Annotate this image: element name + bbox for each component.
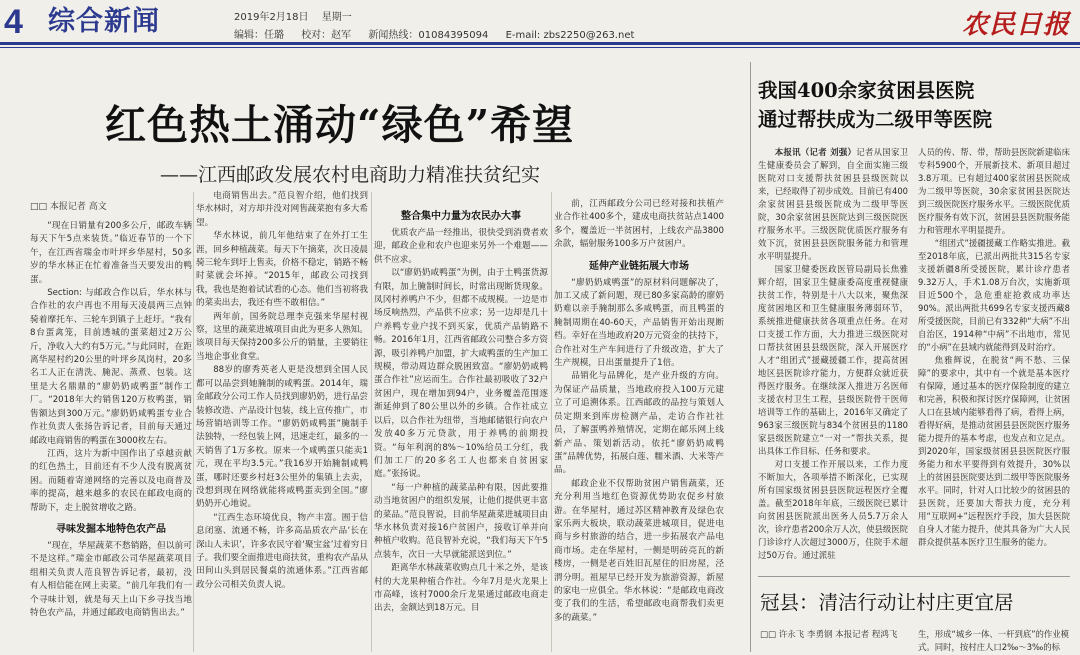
proofreader-credit: 校对：赵军 [301, 30, 352, 41]
page-divider [750, 62, 751, 652]
right-byline: 本报讯（记者 刘强） [774, 147, 857, 157]
paragraph: 两年前，国务院总理李克强来华屋村视察，这里的蔬菜进城项目由此为更多人熟知。该项目每天保持200多公斤的销量，主要销往当地企事业食堂。 [196, 311, 368, 362]
paragraph: “组团式”援疆援藏工作略实推进。截至2018年底，已派出两批共315名专家支援新疆8所受援医院，累计诊疗患者9.32万人，手术1.08万台次，实施新项目近500个，急危重症抢救成功率达90%。派出两批共699名专家支援西藏8所受援医院，目前已有332种“大病”不出自治区，1914种“中病”不出地市，常见的“小病”在县域内就能得到及时治疗。 [918, 238, 1070, 352]
newspaper-logo: 农民日报 [961, 10, 1070, 40]
main-subheadline: ——江西邮政发展农村电商助力精准扶贫纪实 [160, 164, 541, 186]
right-headline-line-2: 通过帮扶成为二级甲等医院 [758, 108, 993, 131]
right-article-column-1 [758, 146, 908, 636]
paragraph-text: 记者从国家卫生健康委员会了解到，自全面实施三级医院对口支援帮扶贫困县县级医院以来，已经取得了初步成效。目前已有400余家贫困县县级医院成为二级甲等医院，30余家贫困县医院达到三级医院医疗服务水平。三级医院优质医疗服务有效下沉，贫困县县医院服务能力和管理水平明显提升。 [758, 147, 908, 261]
paragraph: 距离华水林蔬菜收购点几十米之外，是该村的大龙果种植合作社。今年7月是火龙果上市高峰，该村7000余斤龙果通过邮政电商走出去，金额达到18万元。目 [374, 563, 548, 614]
page-number: 4 [4, 3, 23, 41]
section-title: 综合新闻 [48, 6, 160, 37]
paragraph: 前，江西邮政分公司已经对接和扶植产业合作社400多个，建成电商扶贫站点1400多个，覆盖近一半贫困村，上线农产品3800余款，辐射服务100多万户贫困户。 [554, 199, 724, 250]
second-byline: □□ 许永飞 李勇钢 本报记者 程鸿飞 [760, 630, 898, 640]
masthead [0, 0, 1080, 44]
paragraph: 国家卫健委医政医管局副局长焦雅辉介绍，国家卫生健康委高度重视健康扶贫工作，特别是十八大以来，聚焦深度贫困地区和卫生健康服务薄弱环节，系统推进健康扶贫各项重点任务。在对口支援工作方面，大力推进三级医院对口帮扶贫困县县级医院，深入开展医疗人才“组团式”援藏援疆工作，提高贫困地区县医院诊疗能力，方便群众就近获得医疗服务。在继续深入推进万名医师支援农村卫生工程，县级医院骨干医师培训等工作的基础上，2016年又确定了963家三级医院与834个贫困县的1180家县级医院建立“一对一”帮扶关系，提出具体工作目标、任务和要求。 [758, 264, 908, 456]
second-article-text: 生，形成“城乡一体、一杆到底”的作业模式。同时，按村庄人口2‰～3‰的标 [918, 629, 1070, 652]
paragraph: Section: 与邮政合作以后，华水林与合作社的农户再也不用每天凌晨两三点钟骑着摩托车、三轮车到镇子上赶圩。“我有8台蛋禽笼，目前透城的蛋菜超过2万公斤，净收入大约有5万元。”与此同时，在距离华屋村约20公里的叶坪乡凤岗村，20多名工人正在清洗、腌泥、蒸煮、包装。这里是大名鼎鼎的“廖奶奶咸鸭蛋”制作工厂。“2018年大约销售120万枚鸭蛋，销售额达到300万元。”廖奶奶咸鸭蛋专业合作社负责人张扬告诉记者，目前每天通过邮政电商销售的鸭蛋在3000枚左右。 [30, 288, 192, 446]
paragraph: “江西生态环境优良，物产丰富。囿于信息闭塞、流通不畅，许多高品质农产品‘长在深山人未识’，许多农民守着‘聚宝盆’过着穷日子。我们要全面推进电商扶贫，重构农产品从田间山头到居民餐桌的流通体系。”江西省邮政分公司相关负责人说。 [196, 512, 368, 590]
paragraph: 人员的传、帮、带，帮助县医院新建临床专科5900个，开展新技术、新项目超过3.8万项。已有超过400家贫困县医院成为二级甲等医院，30余家贫困县医院达到三级医院医疗服务水平。三级医院优质医疗服务有效下沉，贫困县县医院服务能力和管理水平明显提升。 [918, 147, 1070, 235]
masthead-rule [0, 42, 1080, 45]
section-heading: 延伸产业链拓展大市场 [589, 260, 689, 272]
main-byline: □□ 本报记者 高文 [30, 202, 107, 212]
paragraph: 对口支援工作开展以来，工作力度不断加大，各项举措不断深化，已实现所有国家级贫困县县医院远程医疗全覆盖。截至2018年年底，三级医院已累计向贫困县医院派出医务人员5.7万余人次，诊疗患者200余万人次，使县级医院门诊诊疗人次超过3000万，住院手术超过50万台。通过派驻 [758, 459, 908, 560]
article-column-1 [30, 220, 192, 655]
paragraph: “现在，华屋蔬菜不愁销路，但以前可不是这样。”瑞金市邮政公司华屋蔬菜项目组相关负责人范良智告诉记者，最初，没有人相信能在网上卖菜。“前几年我们有一个寻味计划，就是每天上山下乡寻找当地特色农产品，并通过邮政电商销售出去。” [30, 540, 192, 618]
paragraph: 88岁的廖秀英老人更是没想到全国人民都可以品尝到她腌制的咸鸭蛋。2014年，瑞金邮政分公司工作人员找到廖奶奶，进行品尝装修改造、产品设计包装，线上宣传推广，市场营销培训等工作。“廖奶奶咸鸭蛋”腌制手法独特，一经包装上网，迅速走红，最多的一天销售了1万多枚。原来一个咸鸭蛋只能卖1元，现在平均3.5元。”我16岁开始腌制咸鸭蛋，哪时还要乡村赶3公里外的集镇上去卖，没想到现在网络就能将咸鸭蛋卖到全国。”廖奶奶开心地说。 [196, 365, 368, 510]
paragraph: “每一户种植的蔬菜品种有限，因此要推动当地贫困户的组织发展，让他们提供更丰富的菜品。”范良智说，目前华屋蔬菜进城项目由华水林负责对接16户贫困户，接收订单并向种植户收购。范良智补充说，“我们每天下午5点装车，次日一大早就能派送到位。” [374, 482, 548, 560]
paragraph: 邮政企业不仅帮助贫困户销售蔬菜，还充分利用当地红色资源优势助农促乡村旅游。在华屋村，通过苏区精神教育及绿色农家乐两大板块，联动蔬菜进城项目，促进电商与乡村旅游的结合，进一步拓展农产品电商市场。走在华屋村，一侧是明砖亮瓦的新楼房，一侧是老百姓旧瓦屋住的旧房屋，泾渭分明。祖屋早已经开发为旅游资源，新屋的家电一应俱全。华水林说：“是邮政电商改变了我们的生活，希望邮政电商帮我们卖更多的蔬菜。” [554, 478, 724, 623]
paragraph: “现在日销量有200多公斤，邮政车辆每天下午5点来装货。”临近春节的一个下午，在江西省瑞金市叶坪乡华屋村，50多岁的华水林正在忙着准备当天要发出的鸭蛋。 [30, 221, 192, 285]
editor-credit: 编辑：任璐 [234, 30, 284, 41]
right-headline-line-1: 我国400余家贫困县医院 [758, 79, 975, 102]
paragraph: 品销化与品牌化，是产业升级的方向。为保证产品质量，当地政府投入100万元建立了可追溯体系。江西邮政的品控与策划人员定期来到库房检测产品，走访合作社社员，了解蛋鸭养殖情况，定期在邮乐网上线新产品、策划新活动，依托“廖奶奶咸鸭蛋”品牌优势，拓展白莲、糯米酒、大米等产品。 [554, 371, 724, 476]
column-divider [371, 192, 372, 652]
paragraph: 电商销售出去。”范良智介绍，他们找到华水林时，对方却并没对网售蔬菜抱有多大希望。 [196, 191, 368, 228]
article-column-2 [196, 190, 368, 655]
main-article [30, 62, 742, 655]
second-headline: 冠县：清洁行动让村庄更宜居 [760, 591, 1014, 614]
column-divider [193, 192, 194, 652]
masthead-rule-thin [0, 47, 1080, 48]
section-heading: 寻味发掘本地特色农产品 [56, 523, 166, 535]
column-divider [551, 192, 552, 652]
section-heading: 整合集中力量为农民办大事 [401, 211, 521, 222]
article-column-3 [374, 202, 548, 655]
paragraph: 优质农产品一经推出，很快受到消费者欢迎，邮政企业和农户也迎来另外一个难题——供不应求。 [374, 228, 548, 265]
paragraph: 江西，这片为新中国作出了卓越贡献的红色热土，目前还有不少人没有脱离贫困。而随着寄递网络的完善以及电商普及率的提高，越来越多的农民在邮政电商的帮助下，走上脱贫增收之路。 [30, 448, 192, 513]
right-article [758, 62, 1070, 655]
news-hotline: 新闻热线：01084395094 [368, 30, 489, 41]
right-headline [758, 76, 992, 134]
paragraph: 华水林说，前几年他结束了在外打工生涯，回乡种植蔬菜。每天下午摘菜，次日凌晨骑三轮车到圩上售卖，价格不稳定，销路不畅时菜就会坏掉。“2015年，邮政公司找到我，我也是抱着试试看的心态。他们当初将我的菜卖出去，我还有些不敢相信。” [196, 231, 368, 309]
paragraph [758, 146, 908, 263]
paragraph: 以“廖奶奶咸鸭蛋”为例，由于土鸭蛋货源有限，加上腌制时间长，时常出现断货现象。凤冈村养鸭户不少，但都不成规模。一边是市场反响热烈，产品供不应求；另一边却是几十户养鸭专业户找不到买家，优质产品销路不畅。2016年1月，江西省邮政公司整合多方资源，吸引养鸭户加盟，扩大咸鸭蛋的生产加工规模，带动周边群众脱困致富。“廖奶奶咸鸭蛋合作社”应运而生。合作社最初吸收了32户贫困户，现在增加到94户，业务覆盖范围逐渐延伸到了80公里以外的乡镇。合作社成立以后，以合作社为纽带，当地邮储银行向农户发放40多万元贷款，用于养鸭的前期投资。“每年利润的8%～10%给员工分红，我们加工厂的20多名工人也都来自贫困家庭。”张扬说。 [374, 268, 548, 480]
article-separator [758, 576, 1070, 577]
main-headline: 红色热土涌动“绿色”希望 [105, 101, 575, 149]
email-address: E-mail: zbs2250@263.net [505, 30, 635, 41]
editorial-info-row [234, 26, 648, 41]
right-article-column-2 [918, 146, 1070, 636]
issue-date: 2019年2月18日 [234, 12, 309, 23]
issue-date-row [234, 8, 362, 23]
paragraph: 焦雅辉说，在脱贫“两不愁、三保障”的要求中，其中有一个就是基本医疗有保障，通过基本的医疗保险制度的建立和完善，积极和探讨医疗保障网，让贫困人口在县域内能够看得了病，看得上病，看得好病，是推动贫困县县医院医疗服务能力提升的基本考虑，也发点和立足点。到2020年，国家级贫困县县医院医疗服务能力和水平要得到有效提升，30%以上的贫困县医院要达到二级甲等医院服务水平。同时，针对人口比较少的贫困县的县医院，还要加大帮扶力度，充分利用“互联网+”远程医疗手段，加大县医院自身人才能力提升，使其具备为广大人民群众提供基本医疗卫生服务的能力。 [918, 355, 1070, 547]
paragraph: “廖奶奶咸鸭蛋”的原材料问题解决了，加工又成了新问题，现已80多家高龄的廖奶奶难以亲手腌制那么多咸鸭蛋，而且鸭蛋的腌制周期在40-60天，产品销售开始出现断档。幸好在当地政府20万元资金的扶持下，合作社对生产车间进行了升级改造，扩大了生产规模，日出蛋量提升了1倍。 [554, 277, 724, 369]
issue-weekday: 星期一 [321, 12, 352, 23]
article-column-4 [554, 198, 724, 655]
